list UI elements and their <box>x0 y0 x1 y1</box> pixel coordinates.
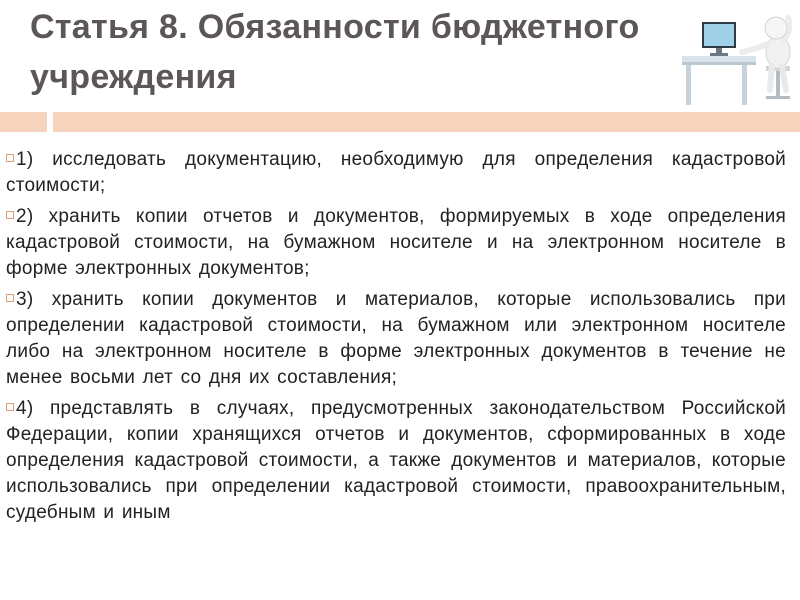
list-item <box>6 396 786 526</box>
list-item-text: 4) представлять в случаях, предусмотренных законодательством Российской Федерации, копии хранящихся отчетов и документов, сформированных в ходе определения кадастровой стоимости, а также документов и материалов, которые использовались при определении кадастровой стоимости, правоохранительным, судебным и иным <box>6 398 786 523</box>
slide-body <box>6 147 786 531</box>
person-at-computer-desk-icon <box>680 4 798 108</box>
list-item <box>6 287 786 391</box>
slide-title: Статья 8. Обязанности бюджетного учреждения <box>30 8 640 96</box>
square-bullet-icon <box>6 294 14 302</box>
square-bullet-icon <box>6 211 14 219</box>
list-item-text: 1) исследовать документацию, необходимую для определения кадастровой стоимости; <box>6 149 786 196</box>
list-item <box>6 204 786 282</box>
square-bullet-icon <box>6 154 14 162</box>
square-bullet-icon <box>6 403 14 411</box>
header-divider-right <box>53 112 800 132</box>
list-item-text: 3) хранить копии документов и материалов, которые использовались при определении кадастровой стоимости, на бумажном или электронном носителе либо на электронном носителе в форме электронных документов в течение не менее восьми лет со дня их составления; <box>6 289 786 388</box>
list-item-text: 2) хранить копии отчетов и документов, формируемых в ходе определения кадастровой стоимости, на бумажном носителе и на электронном носителе в форме электронных документов; <box>6 206 786 279</box>
header-divider-left <box>0 112 47 132</box>
list-item <box>6 147 786 199</box>
